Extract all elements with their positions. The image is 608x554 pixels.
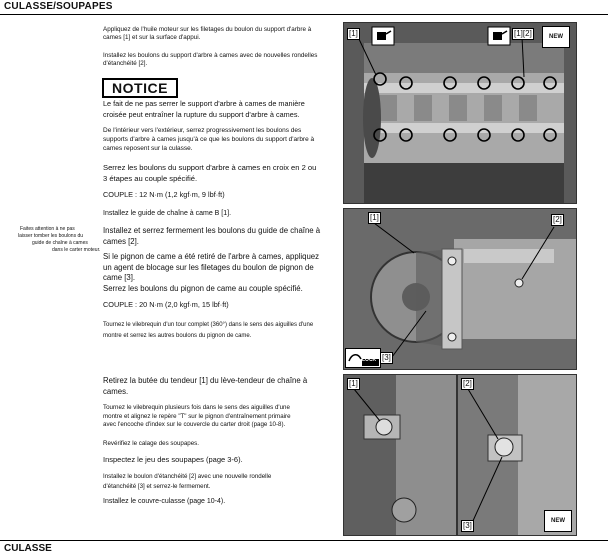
text-line: d'étanchéité [2]. [103,60,148,68]
text-line: Retirez la butée du tendeur [1] du lève-tendeur de chaîne à [103,376,308,385]
s3-install-cover: Installez le couvre-culasse (page 10-4). [103,498,226,505]
photo1-label-1: [1] [349,29,358,38]
text-line: cames reposent sur la culasse. [103,145,193,152]
side-note-line: dans le carter moteur. [52,247,101,253]
s2-paragraph-guide-bolts [103,226,343,247]
s1-torque: COUPLE : 12 N·m (1,2 kgf·m, 9 lbf·ft) [103,190,225,199]
s2-torque: COUPLE : 20 N·m (2,0 kgf·m, 15 lbf·ft) [103,300,229,309]
photo2-label-3: [3] [382,353,391,362]
tensioner-photo [343,374,457,536]
s3-paragraph-sealing-bolt [103,472,343,491]
text-line: Appliquez de l'huile moteur sur les filetages du boulon du support d'arbre à [103,26,312,33]
photo3-label-3: [3] [463,521,472,530]
text-line: cames. [103,386,129,396]
s1-paragraph-tighten-progressive [103,126,339,153]
text-line: 3 étapes au couple spécifié. [103,173,198,183]
photo3-label-2: [2] [463,379,472,388]
text-line: Le fait de ne pas serrer le support d'arbre à cames de manière [103,99,305,108]
text-line: cames [1] et sur la surface d'appui. [103,34,201,42]
text-line: Installez le boulon d'étanchéité [2] avec une nouvelle rondelle [103,473,272,480]
page-header [0,0,608,14]
camshaft-holder-photo [343,22,577,204]
s1-notice-text [103,99,339,120]
text-line: cames [2]. [103,236,139,246]
s1-paragraph-cross-tighten [103,163,339,184]
photo1-label-1-2: [1][2] [514,29,532,38]
s2-paragraph-sprocket [103,252,343,294]
s1-paragraph-oil [103,26,339,43]
text-line: De l'intérieur vers l'extérieur, serrez progressivement les boulons des [103,127,302,134]
side-note-line: guide de chaîne à cames [32,240,88,246]
photo3-label-1: [1] [349,379,358,388]
footer-rule [0,540,608,541]
s3-paragraph-crank [103,404,343,430]
text-line: Tournez le vilebrequin plusieurs fois dans le sens des aiguilles d'une [103,404,290,411]
text-line: Serrez les boulons du pignon de came au couple spécifié. [103,283,303,293]
s1-paragraph-bolts [103,52,339,69]
new-part-icon: NEW [542,26,570,48]
text-line: croisée peut entraîner la rupture du support d'arbre à cames. [103,109,300,119]
photo2-label-1: [1] [370,213,379,222]
text-line: d'étanchéité [3] et serrez-le fermement. [103,482,211,490]
header-rule [0,14,608,15]
text-line: came [3]. [103,273,136,282]
text-line: un agent de blocage sur les filetages du boulon de pignon de [103,262,314,272]
lock-label: LOCK [362,357,377,363]
text-line: montre et serrez les autres boulons du pignon de came. [103,333,252,339]
s3-recheck-timing: Revérifiez le calage des soupapes. [103,440,199,447]
text-line: avec l'encoche d'index sur le couvercle du carter droit (page 10-8). [103,421,286,428]
s2-paragraph-rotate [103,320,343,342]
side-note-line: laisser tomber les boulons du [18,233,84,239]
header-title: CULASSE/SOUPAPES [4,1,113,12]
text-line: Installez les boulons du support d'arbre à cames avec de nouvelles rondelles [103,52,318,59]
cam-sprocket-photo [343,208,577,370]
text-line: Si le pignon de came a été retiré de l'arbre à cames, appliquez [103,252,320,261]
text-line: Tournez le vilebrequin d'un tour complet (360°) dans le sens des aiguilles d'une [103,322,314,328]
s3-inspect-clearance: Inspectez le jeu des soupapes (page 3-6). [103,455,243,464]
notice-box: NOTICE [102,78,178,98]
text-line: supports d'arbre à cames jusqu'à ce que les boulons du support d'arbre à [103,136,315,143]
photo2-label-2: [2] [553,215,562,224]
new-part-icon: NEW [544,510,572,532]
s2-install-guide: Installez le guide de chaîne à came B [1]. [103,210,232,217]
oil-can-icon [371,26,395,46]
text-line: Serrez les boulons du support d'arbre à cames en croix en 2 ou [103,163,317,172]
side-note-line: Faites attention à ne pas [20,226,75,232]
text-line: montre et alignez le repère "T" sur le pignon d'entraînement primaire [103,412,291,420]
s3-paragraph-stopper [103,376,343,397]
oil-can-icon [487,26,511,46]
text-line: Installez et serrez fermement les boulons du guide de chaîne à [103,226,321,235]
side-note [18,226,100,254]
footer-title: CULASSE [4,543,52,554]
